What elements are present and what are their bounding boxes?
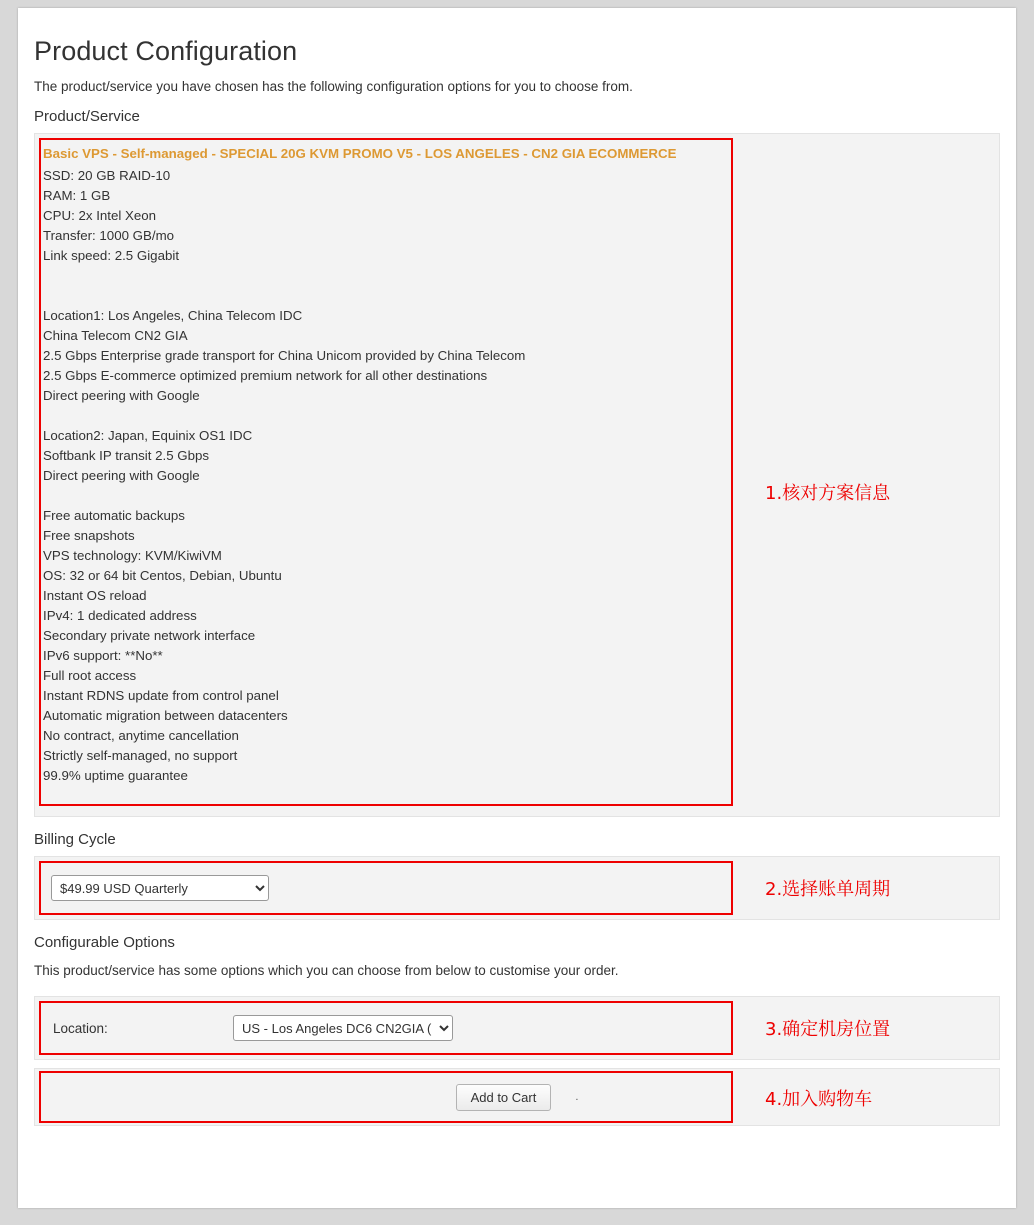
product-spec-line: Location2: Japan, Equinix OS1 IDC [43,428,253,443]
product-section-label: Product/Service [34,108,140,125]
product-spec-line: Strictly self-managed, no support [43,748,238,763]
content-card [18,8,1016,1208]
page-title: Product Configuration [34,36,298,66]
product-spec-line: Location1: Los Angeles, China Telecom IDC [43,308,303,323]
product-name: Basic VPS - Self-managed - SPECIAL 20G KVM PROMO V5 - LOS ANGELES - CN2 GIA ECOMMERCE [43,146,677,161]
location-select[interactable] [233,1015,453,1041]
spacer [43,486,723,506]
configurable-section-label: Configurable Options [34,934,175,951]
product-spec-line: Free snapshots [43,528,135,543]
location-label: Location: [53,1020,108,1036]
product-spec-line: RAM: 1 GB [43,188,111,203]
annotation-4: 4.加入购物车 [765,1089,873,1110]
product-spec-line: Secondary private network interface [43,628,256,643]
product-spec-line: No contract, anytime cancellation [43,728,239,743]
product-spec-line: IPv6 support: **No** [43,648,163,663]
product-spec-line: Free automatic backups [43,508,185,523]
product-spec-line: Transfer: 1000 GB/mo [43,228,175,243]
add-to-cart-button[interactable]: Add to Cart [456,1084,552,1111]
product-spec-line: Link speed: 2.5 Gigabit [43,248,180,263]
product-spec-line: 2.5 Gbps Enterprise grade transport for China Unicom provided by China Telecom [43,348,526,363]
product-spec-line: CPU: 2x Intel Xeon [43,208,157,223]
configurable-description: This product/service has some options which you can choose from below to customise your order. [34,963,619,978]
annotation-1: 1.核对方案信息 [765,483,891,504]
product-spec-line: IPv4: 1 dedicated address [43,608,197,623]
billing-section-label: Billing Cycle [34,831,116,848]
location-panel [34,996,1000,1060]
spacer [43,266,723,286]
page-subtitle: The product/service you have chosen has the following configuration options for you to choose from. [34,79,633,94]
product-spec-line: VPS technology: KVM/KiwiVM [43,548,222,563]
cart-panel [34,1068,1000,1126]
annotation-3: 3.确定机房位置 [765,1019,891,1040]
spacer [43,286,723,306]
product-spec-line: Automatic migration between datacenters [43,708,288,723]
spacer [43,406,723,426]
billing-select-wrap [51,875,269,901]
product-spec-line: Direct peering with Google [43,468,200,483]
product-spec-line: Direct peering with Google [43,388,200,403]
product-panel [34,133,1000,817]
trailing-mark: . [575,1091,579,1103]
product-spec-line: Instant OS reload [43,588,147,603]
product-spec-line: Instant RDNS update from control panel [43,688,279,703]
product-spec-line: Softbank IP transit 2.5 Gbps [43,448,210,463]
billing-panel [34,856,1000,920]
product-spec-line: 2.5 Gbps E-commerce optimized premium network for all other destinations [43,368,488,383]
annotation-2: 2.选择账单周期 [765,879,891,900]
product-description [43,144,723,786]
product-spec-line: China Telecom CN2 GIA [43,328,188,343]
product-spec-line: Full root access [43,668,137,683]
billing-cycle-select[interactable] [51,875,269,901]
product-spec-line: SSD: 20 GB RAID-10 [43,168,171,183]
product-spec-line: 99.9% uptime guarantee [43,768,188,783]
product-spec-line: OS: 32 or 64 bit Centos, Debian, Ubuntu [43,568,282,583]
